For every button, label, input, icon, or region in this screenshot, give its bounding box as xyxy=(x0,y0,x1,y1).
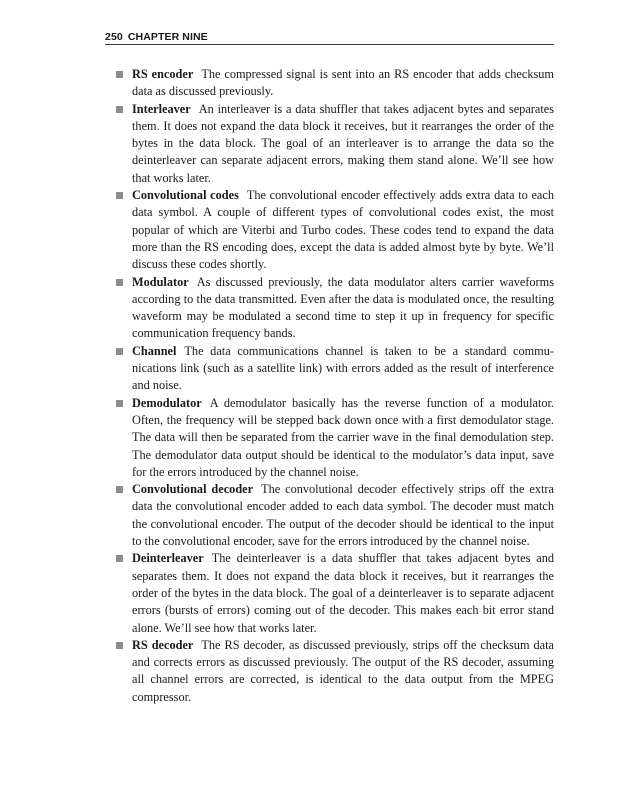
square-bullet-icon xyxy=(116,400,123,407)
square-bullet-icon xyxy=(116,279,123,286)
item-description: The RS decoder, as discussed previously, strips off the checksum data and corrects errors as discussed previously. The output of the RS decoder, assuming all channel errors are corrected, is identical to the data output from the MPEG compressor. xyxy=(132,637,554,704)
list-item xyxy=(116,187,554,273)
item-description: The compressed signal is sent into an RS encoder that adds checksum data as discussed previously. xyxy=(132,67,554,99)
chapter-title: CHAPTER NINE xyxy=(127,31,208,43)
item-description: A demodulator basically has the reverse function of a modulator. Often, the frequency will be stepped back down once with a first demodulator stage. The data will then be separated from the carrier wave in the final demodulation step. The demodulator data output should be identical to the modulator’s data input, save for the errors introduced by the channel noise. xyxy=(132,395,554,479)
item-description: As discussed previously, the data modulator alters carrier waveforms according to the data transmitted. Even after the data is modulated once, the resulting waveform may be modulated a second time to step it up in frequency for specific communication frequency bands. xyxy=(132,274,554,341)
square-bullet-icon xyxy=(116,348,123,355)
list-item xyxy=(116,101,554,187)
square-bullet-icon xyxy=(116,555,123,562)
square-bullet-icon xyxy=(116,192,123,199)
list-item xyxy=(116,66,554,101)
item-term: Channel xyxy=(132,343,177,358)
item-term: RS decoder xyxy=(132,637,194,652)
running-head xyxy=(105,30,554,45)
item-term: RS encoder xyxy=(132,67,194,81)
page-number: 250 xyxy=(105,31,123,43)
list-item xyxy=(116,481,554,550)
item-description: The convolutional encoder effectively adds extra data to each data symbol. A couple of different types of convolutional codes exist, the most popular of which are Viterbi and Turbo codes. These codes tend to expand the data more than the RS encoding does, except the data is added almost byte by byte. We’ll discuss these codes shortly. xyxy=(132,188,554,272)
item-term: Demodulator xyxy=(132,395,202,410)
item-term: Interleaver xyxy=(132,101,191,116)
list-item xyxy=(116,550,554,636)
square-bullet-icon xyxy=(116,486,123,493)
list-item xyxy=(116,637,554,706)
item-description: An interleaver is a data shuffler that takes adjacent bytes and separates them. It does not expand the data block it receives, but it rearranges the order of the bytes in the data block. The goal of an interleaver is to arrange the data so the deinterleaver can separate adjacent errors, making them stand alone. We’ll see how that works later. xyxy=(132,101,554,185)
item-description: The convolutional decoder effectively strips off the extra data the convolutional encoder added to each data symbol. The decoder must match the convolutional encoder. The output of the decoder should be identical to the input to the convolutional encoder, save for the errors introduced by the channel noise. xyxy=(132,482,554,549)
item-term: Convolutional decoder xyxy=(132,482,254,497)
item-term: Convolutional codes xyxy=(132,188,239,203)
list-item xyxy=(116,395,554,481)
bullet-list xyxy=(116,66,554,706)
item-term: Deinterleaver xyxy=(132,551,204,566)
list-item xyxy=(116,343,554,395)
square-bullet-icon xyxy=(116,106,123,113)
square-bullet-icon xyxy=(116,642,123,649)
square-bullet-icon xyxy=(116,71,123,78)
item-description: The data communications channel is taken to be a standard communications link (such as a satellite link) with errors added as the result of interference and noise. xyxy=(132,343,554,393)
list-item xyxy=(116,274,554,343)
item-term: Modulator xyxy=(132,274,189,289)
item-description: The deinterleaver is a data shuffler that takes adjacent bytes and separates them. It does not expand the data block it receives, but it rearranges the order of the bytes in the data block. The goal of a deinterleaver is to separate adjacent errors (bursts of errors) coming out of the decoder. This makes each bit error stand alone. We’ll see how that works later. xyxy=(132,551,554,635)
